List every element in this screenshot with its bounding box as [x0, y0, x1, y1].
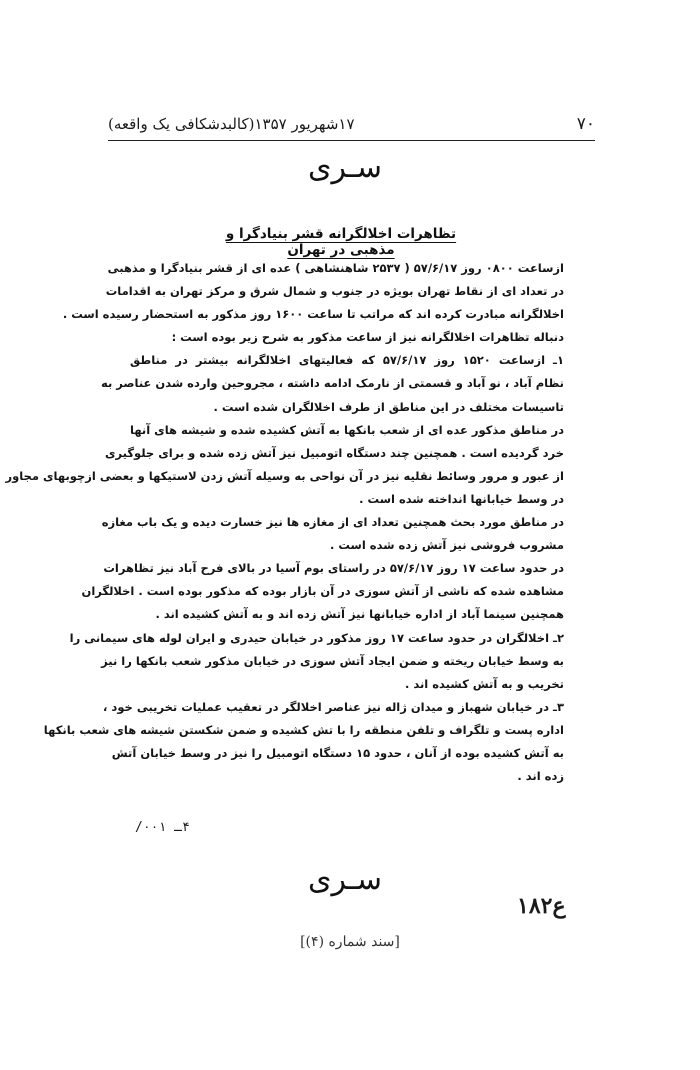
body-line: همچنین سینما آباد از اداره خیابانها نیز آتش زده اند و به آتش کشیده اند .	[155, 607, 564, 622]
document-title: تظاهرات اخلالگرانه قشر بنیادگرا و مذهبی در تهران	[225, 226, 457, 258]
header-divider	[108, 140, 595, 141]
body-line: دنباله تظاهرات اخلالگرانه نیز از ساعت مذکور به شرح زیر بوده است :	[171, 330, 564, 345]
body-line: تخریب و به آتش کشیده اند .	[404, 676, 564, 691]
running-title: ۱۷شهریور ۱۳۵۷(کالبدشکافی یک واقعه)	[108, 115, 355, 133]
body-line: مشروب فروشی نیز آتش زده شده است .	[329, 538, 564, 553]
body-line: اخلالگرانه مبادرت کرده اند که مراتب تا ساعت ۱۶۰۰ روز مذکور به استحضار رسیده است .	[62, 307, 564, 322]
body-line: تاسیسات مختلف در این مناطق از طرف اخلالگران شده است .	[213, 399, 564, 414]
body-line: نظام آباد ، نو آباد و قسمتی از نارمک ادامه داشته ، مجروحین وارده شدن عناصر به	[100, 376, 564, 391]
classification-stamp-top: سـری	[308, 150, 382, 185]
body-line: زده اند .	[517, 769, 564, 784]
body-line: ۲ـ اخلالگران در حدود ساعت ۱۷ روز مذکور در خیابان حیدری و ایران لوله های سیمانی را	[69, 630, 564, 645]
body-line: به وسط خیابان ریخته و ضمن ایجاد آتش سوزی در خیابان مذکور شعب بانکها را نیز	[101, 653, 564, 668]
body-line: ۱ـ ازساعت ۱۵۲۰ روز ۵۷/۶/۱۷ که فعالیتهای اخلالگرانه بیشتر در مناطق	[130, 353, 564, 368]
body-line: در مناطق مذکور عده ای از شعب بانکها به آتش کشیده شده و شیشه های آنها	[130, 422, 564, 437]
document-caption: [سند شماره (۴)]	[300, 934, 400, 950]
document-reference-number: ۴ـ ۰۰۱/	[135, 820, 190, 835]
body-line: ازساعت ۰۸۰۰ روز ۵۷/۶/۱۷ ( ۲۵۳۷ شاهنشاهی ) عده ای از قشر بنیادگرا و مذهبی	[107, 261, 564, 275]
running-header	[108, 112, 595, 140]
classification-stamp-bottom: سـری	[308, 862, 382, 897]
body-line: در تعداد ای از نقاط تهران بویژه در جنوب و شمال شرق و مرکز تهران به اقدامات	[105, 284, 564, 299]
body-line: ۳ـ در خیابان شهباز و میدان ژاله نیز عناصر اخلالگر در تعقیب عملیات تخریبی خود ،	[103, 699, 564, 714]
body-line: در وسط خیابانها انداخته شده است .	[359, 491, 564, 506]
page-number: ۷۰	[576, 114, 595, 134]
body-line: از عبور و مرور وسائط نقلیه نیز در آن نواحی به وسیله آتش زدن لاستیکها و بعضی ازچوبهای مجاور	[5, 468, 564, 483]
body-line: اداره پست و تلگراف و تلفن منطقه را با تش کشیده و ضمن شکستن شیشه های شعب بانکها	[43, 722, 564, 737]
body-line: مشاهده شده که ناشی از آتش سوزی در آن بازار بوده که مذکور بوده است . اخلالگران	[81, 584, 564, 599]
handwritten-note: ۱۸۲ع	[517, 893, 566, 919]
body-line: خرد گردیده است . همچنین چند دستگاه اتومبیل نیز آتش زده شده و برای جلوگیری	[104, 445, 564, 460]
body-line: در حدود ساعت ۱۷ روز ۵۷/۶/۱۷ در راستای بوم آسیا در بالای فرح آباد نیز تظاهرات	[103, 561, 564, 576]
document-body	[5, 261, 564, 793]
body-line: در مناطق مورد بحث همچنین تعداد ای از مغازه ها نیز خسارت دیده و یک باب مغازه	[101, 515, 564, 530]
body-line: به آتش کشیده بوده از آنان ، حدود ۱۵ دستگاه اتومبیل را نیز در وسط خیابان آتش	[111, 745, 564, 760]
